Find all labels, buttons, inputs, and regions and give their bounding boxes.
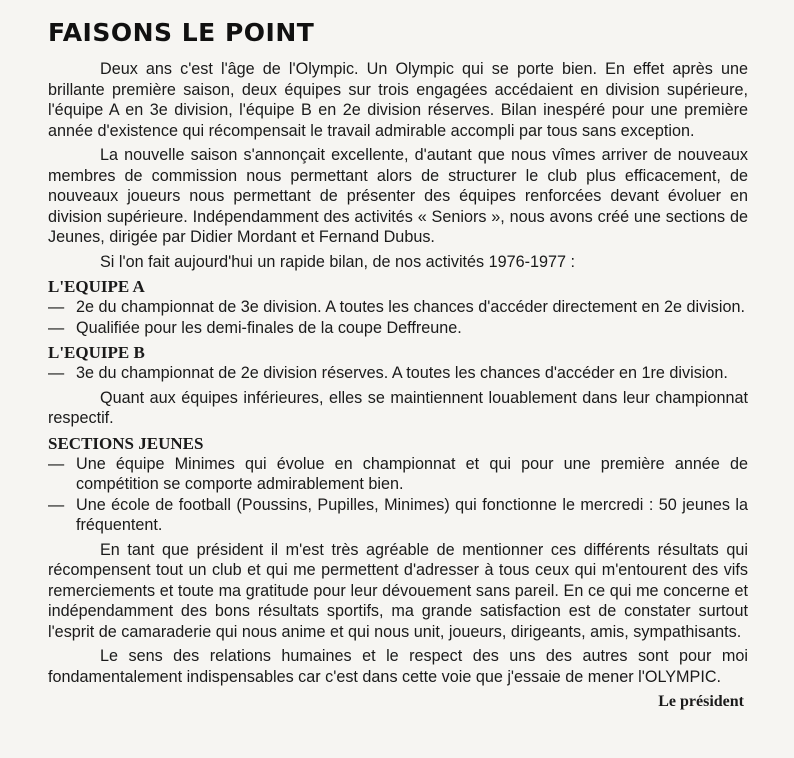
document-page [48,18,748,711]
list-item [48,495,748,536]
sections-jeunes-list [48,454,748,536]
list-item-text: Une école de football (Poussins, Pupilles, Minimes) qui fonctionne le mercredi : 50 jeunes la fréquentent. [76,495,748,534]
page-title: FAISONS LE POINT [48,18,315,47]
list-item-text: 2e du championnat de 3e division. A toutes les chances d'accéder directement en 2e division. [76,298,745,316]
list-item [48,363,748,384]
dash-bullet: — [48,318,65,337]
intro-paragraph-2: La nouvelle saison s'annonçait excellente, d'autant que nous vîmes arriver de nouveaux membres de commission nous permettant alors de structurer le club plus efficacement, de nouveaux joueurs nous permettant de présenter des équipes renforcées devant évoluer en division supérieure. Indépendamment des activités « Seniors », nous avons créé une sections de Jeunes, dirigée par Didier Mordant et Fernand Dubus. [48,146,748,246]
intro-paragraph-1: Deux ans c'est l'âge de l'Olympic. Un Olympic qui se porte bien. En effet après une brillante première saison, deux équipes sur trois engagées accédaient en division supérieure, l'équipe A en 3e division, l'équipe B en 2e division réserves. Bilan inespéré pour une première année d'existence qui récompensait le travail admirable accompli par tous sans exception. [48,60,748,140]
equipe-b-note: Quant aux équipes inférieures, elles se maintiennent louablement dans leur championnat respectif. [48,388,748,427]
closing-paragraph-2: Le sens des relations humaines et le respect des uns des autres sont pour moi fondamentalement indispensables car c'est dans cette voie que j'essaie de mener l'OLYMPIC. [48,647,748,686]
dash-bullet: — [48,298,65,316]
dash-bullet: — [48,495,65,514]
list-item [48,297,748,318]
list-item-text: Qualifiée pour les demi-finales de la coupe Deffreune. [76,318,462,337]
signature: Le président [658,693,744,710]
list-item-text: 3e du championnat de 2e division réserves. A toutes les chances d'accéder en 1re division. [76,364,728,382]
list-item [48,318,748,339]
equipe-b-list [48,363,748,384]
dash-bullet: — [48,454,65,473]
equipe-a-heading: L'EQUIPE A [48,277,145,296]
intro-paragraph-3: Si l'on fait aujourd'hui un rapide bilan, de nos activités 1976-1977 : [100,252,576,271]
dash-bullet: — [48,364,65,382]
equipe-a-list [48,297,748,338]
closing-paragraph-1: En tant que président il m'est très agréable de mentionner ces différents résultats qui récompensent tout un club et qui me permettent d'adresser à tous ceux qui m'entourent des vifs remerciements et toute ma gratitude pour leur dévouement sans pareil. En ce qui me concerne et indépendamment des bons résultats sportifs, ma grande satisfaction est de constater surtout l'esprit de camaraderie qui nous anime et qui nous unit, joueurs, dirigeants, amis, sympathisants. [48,540,748,641]
list-item-text: Une équipe Minimes qui évolue en championnat et qui pour une première année de compétition se comporte admirablement bien. [76,454,748,493]
sections-jeunes-heading: SECTIONS JEUNES [48,433,204,453]
list-item [48,454,748,495]
equipe-b-heading: L'EQUIPE B [48,343,145,362]
